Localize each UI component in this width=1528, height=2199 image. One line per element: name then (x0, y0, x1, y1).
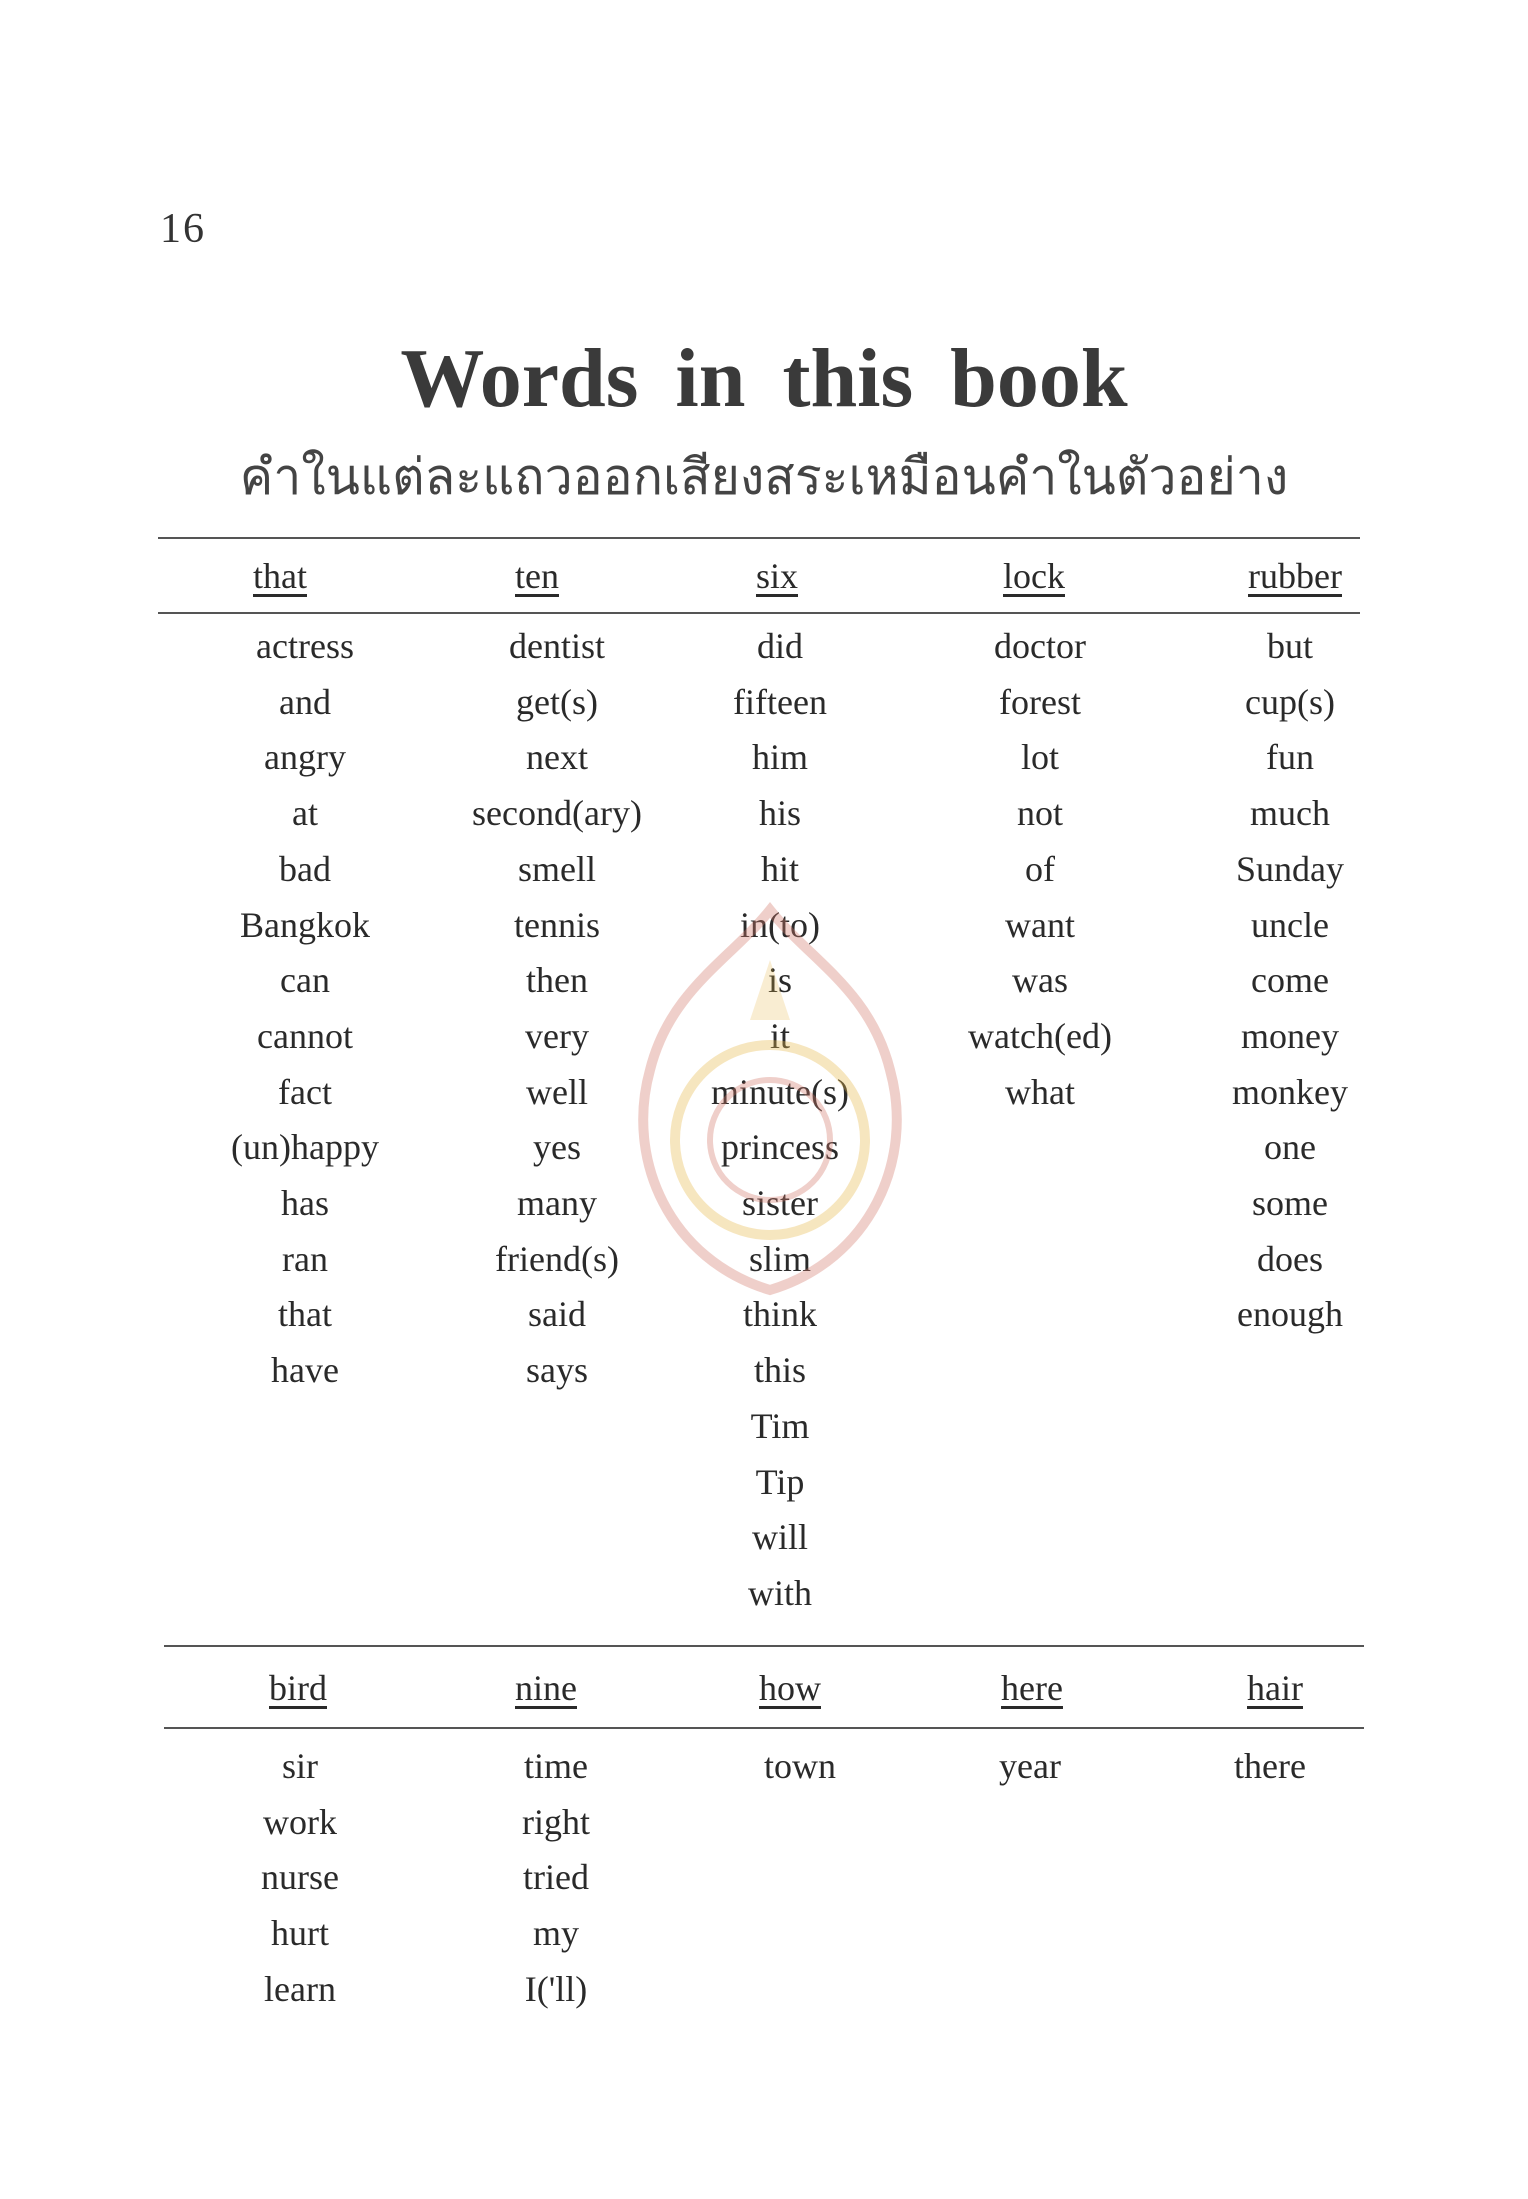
section1-word: Tim (750, 1405, 810, 1446)
page-title: Words in this book (400, 332, 1128, 425)
section2-word: right (522, 1801, 590, 1842)
section2-row (0, 1738, 1528, 1794)
section2-word: year (999, 1746, 1061, 1786)
section1-word: very (525, 1015, 589, 1056)
section2-word: learn (264, 1968, 336, 2009)
section1-word: have (271, 1350, 339, 1391)
section2-row (0, 1849, 1528, 1905)
section1-top-rule (158, 537, 1360, 539)
section1-word: with (747, 1572, 813, 1613)
section1-word: in(to) (740, 904, 820, 945)
section2-row (0, 1905, 1528, 1961)
section1-word: it (769, 1015, 791, 1056)
section1-word: angry (264, 737, 346, 778)
section2-word: my (532, 1913, 580, 1954)
section1-word: is (767, 960, 793, 1001)
section1-word: cannot (257, 1015, 353, 1056)
section2-word: I('ll) (524, 1968, 588, 2009)
section1-word: doctor (994, 626, 1086, 666)
section1-word: dentist (509, 626, 605, 666)
section2-word: tried (523, 1857, 589, 1898)
section2-top-rule (164, 1645, 1364, 1647)
section2-row (0, 1961, 1528, 2017)
section1-word: not (1016, 793, 1064, 834)
section1-word: much (1250, 793, 1330, 834)
section1-word: smell (518, 848, 596, 889)
seal-watermark (620, 900, 920, 1300)
section1-word: actress (256, 626, 354, 666)
section1-word: fifteen (733, 681, 827, 722)
section1-header-cell: ten (515, 556, 559, 596)
section2-word: time (524, 1746, 588, 1786)
section1-row (0, 729, 1528, 785)
section1-row (0, 1342, 1528, 1398)
section1-row (0, 841, 1528, 897)
section2-word: work (263, 1801, 337, 1842)
section1-row (0, 1565, 1528, 1621)
section1-word: at (292, 793, 318, 834)
section1-word: friend(s) (495, 1238, 619, 1279)
section2-header-cell: bird (269, 1668, 327, 1708)
section1-word: Bangkok (240, 904, 370, 945)
section1-word: bad (279, 848, 331, 889)
section1-word: come (1251, 960, 1329, 1001)
section1-word: hit (760, 848, 800, 889)
section1-header-cell: six (755, 556, 799, 596)
section1-word: princess (721, 1127, 839, 1168)
section1-word: his (758, 793, 802, 834)
section1-header-cell: lock (1003, 556, 1065, 596)
section1-word: forest (999, 681, 1081, 722)
section1-word: did (756, 626, 804, 666)
section1-word: has (281, 1183, 329, 1223)
section1-word: enough (1237, 1294, 1343, 1335)
section1-word: money (1241, 1015, 1339, 1056)
section1-word: and (279, 681, 331, 722)
section1-word: of (1025, 848, 1055, 889)
section2-word: there (1234, 1746, 1306, 1786)
section1-word: says (526, 1350, 588, 1391)
section1-word: slim (748, 1238, 812, 1279)
section1-word: that (278, 1294, 332, 1335)
section1-word: (un)happy (231, 1127, 379, 1168)
section1-word: yes (533, 1127, 581, 1168)
section1-word: him (751, 737, 809, 778)
section1-word: watch(ed) (968, 1015, 1112, 1056)
section1-word: get(s) (516, 681, 598, 722)
page-subtitle: คำในแต่ละแถวออกเสียงสระเหมือนคำในตัวอย่าง (239, 448, 1289, 506)
section2-word: hurt (271, 1913, 329, 1954)
section1-word: some (1252, 1183, 1328, 1223)
section2-word: sir (282, 1746, 318, 1786)
page-number: 16 (160, 206, 206, 252)
section2-header-cell: here (1001, 1668, 1063, 1708)
section2-word: nurse (261, 1857, 339, 1898)
section1-header-cell: that (253, 556, 307, 596)
section1-word: one (1264, 1127, 1316, 1168)
section1-word: next (526, 737, 588, 778)
section1-word: many (517, 1183, 597, 1223)
section1-word: then (526, 960, 588, 1001)
section1-word: said (528, 1294, 586, 1335)
section1-row (0, 1454, 1528, 1510)
section1-word: what (1005, 1071, 1075, 1112)
section2-header-cell: nine (515, 1668, 577, 1708)
section1-word: Sunday (1236, 848, 1344, 889)
section1-word: tennis (514, 904, 600, 945)
section2-header-cell: how (759, 1668, 821, 1708)
section1-word: want (1005, 904, 1075, 945)
section1-word: uncle (1251, 904, 1329, 945)
section1-word: lot (1020, 737, 1060, 778)
section2-header-row (0, 1660, 1528, 1716)
section1-word: minute(s) (711, 1071, 849, 1112)
section1-word: fact (278, 1071, 332, 1112)
section1-word: sister (742, 1183, 818, 1223)
section2-word: town (764, 1746, 836, 1786)
section1-row (0, 1509, 1528, 1565)
section1-word: monkey (1232, 1071, 1348, 1112)
section1-header-cell: rubber (1248, 556, 1342, 596)
section2-row (0, 1794, 1528, 1850)
section1-word: think (742, 1294, 818, 1335)
section1-word: this (753, 1350, 807, 1391)
section1-row (0, 674, 1528, 730)
section1-row (0, 785, 1528, 841)
section1-word: second(ary) (472, 793, 642, 834)
section1-word: well (526, 1071, 588, 1112)
section1-word: Tip (755, 1461, 805, 1502)
section1-word: fun (1266, 737, 1314, 778)
section1-word: was (1012, 960, 1068, 1001)
section1-word: cup(s) (1245, 681, 1335, 722)
section1-row (0, 1398, 1528, 1454)
section1-word: but (1266, 626, 1314, 666)
section1-word: can (280, 960, 330, 1001)
section2-header-cell: hair (1247, 1668, 1303, 1708)
section1-word: will (751, 1517, 809, 1558)
section1-word: does (1257, 1238, 1323, 1279)
section1-word: ran (282, 1238, 328, 1279)
section2-header-rule (164, 1727, 1364, 1729)
section1-header-rule (158, 612, 1360, 614)
section1-row (0, 618, 1528, 674)
section1-header-row (0, 548, 1528, 604)
